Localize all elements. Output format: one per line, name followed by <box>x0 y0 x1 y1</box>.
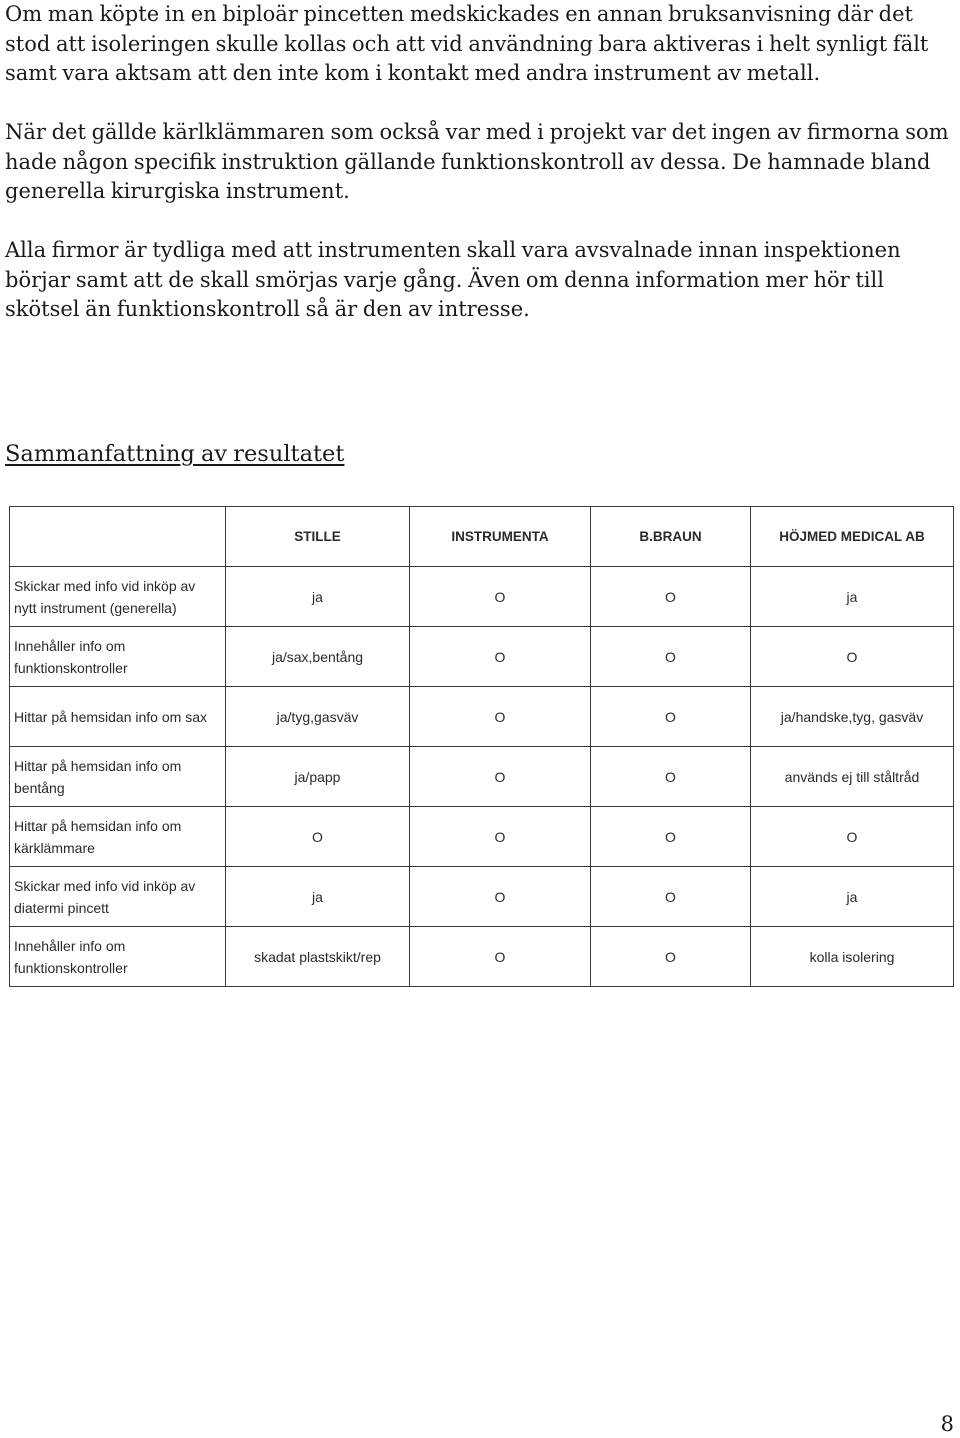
section-heading: Sammanfattning av resultatet <box>5 441 345 467</box>
table-row <box>10 807 954 867</box>
row-label: Hittar på hemsidan info om bentång <box>10 747 226 807</box>
table-header-bbraun: B.BRAUN <box>591 507 751 567</box>
table-cell: O <box>410 927 591 987</box>
table-row <box>10 627 954 687</box>
row-label: Innehåller info om funktionskontroller <box>10 927 226 987</box>
table-cell: ja/tyg,gasväv <box>226 687 410 747</box>
table-cell: ja <box>751 567 954 627</box>
table-cell: O <box>226 807 410 867</box>
table-cell: O <box>751 807 954 867</box>
table-cell: O <box>591 687 751 747</box>
table-cell: ja <box>751 867 954 927</box>
table-row <box>10 567 954 627</box>
table-cell: används ej till ståltråd <box>751 747 954 807</box>
table-row <box>10 687 954 747</box>
table-cell: kolla isolering <box>751 927 954 987</box>
table-cell: ja <box>226 867 410 927</box>
table-header-instrumenta: INSTRUMENTA <box>410 507 591 567</box>
table-cell: O <box>591 567 751 627</box>
table-header-empty <box>10 507 226 567</box>
table-cell: ja/papp <box>226 747 410 807</box>
row-label: Hittar på hemsidan info om sax <box>10 687 226 747</box>
table-cell: ja/handske,tyg, gasväv <box>751 687 954 747</box>
row-label: Skickar med info vid inköp av diatermi pincett <box>10 867 226 927</box>
table-header-stille: STILLE <box>226 507 410 567</box>
table-header-row <box>10 507 954 567</box>
table-cell: O <box>751 627 954 687</box>
table-cell: O <box>410 687 591 747</box>
table-cell: ja <box>226 567 410 627</box>
table-row <box>10 867 954 927</box>
body-paragraph: Om man köpte in en biploär pincetten medskickades en annan bruksanvisning där det stod att isoleringen skulle kollas och att vid användning bara aktiveras i helt synligt fält samt vara aktsam att den inte kom i kontakt med andra instrument av metall. <box>5 2 929 86</box>
row-label: Innehåller info om funktionskontroller <box>10 627 226 687</box>
body-paragraph: När det gällde kärlklämmaren som också var med i projekt var det ingen av firmorna som hade någon specifik instruktion gällande funktionskontroll av dessa. De hamnade bland generella kirurgiska instrument. <box>5 120 949 204</box>
table-cell: O <box>591 627 751 687</box>
table-cell: O <box>591 747 751 807</box>
table-cell: O <box>591 927 751 987</box>
row-label: Skickar med info vid inköp av nytt instrument (generella) <box>10 567 226 627</box>
table-cell: ja/sax,bentång <box>226 627 410 687</box>
table-cell: O <box>410 807 591 867</box>
table-cell: O <box>410 567 591 627</box>
summary-table <box>9 506 954 987</box>
table-cell: O <box>591 867 751 927</box>
table-header-hojmed: HÖJMED MEDICAL AB <box>751 507 954 567</box>
table-row <box>10 927 954 987</box>
table-cell: O <box>591 807 751 867</box>
table-cell: O <box>410 867 591 927</box>
table-cell: skadat plastskikt/rep <box>226 927 410 987</box>
row-label: Hittar på hemsidan info om kärklämmare <box>10 807 226 867</box>
page-number: 8 <box>940 1412 954 1436</box>
body-paragraph: Alla firmor är tydliga med att instrumenten skall vara avsvalnade innan inspektionen börjar samt att de skall smörjas varje gång. Även om denna information mer hör till skötsel än funktionskontroll så är den av intresse. <box>5 238 901 322</box>
table-row <box>10 747 954 807</box>
table-cell: O <box>410 627 591 687</box>
table-cell: O <box>410 747 591 807</box>
